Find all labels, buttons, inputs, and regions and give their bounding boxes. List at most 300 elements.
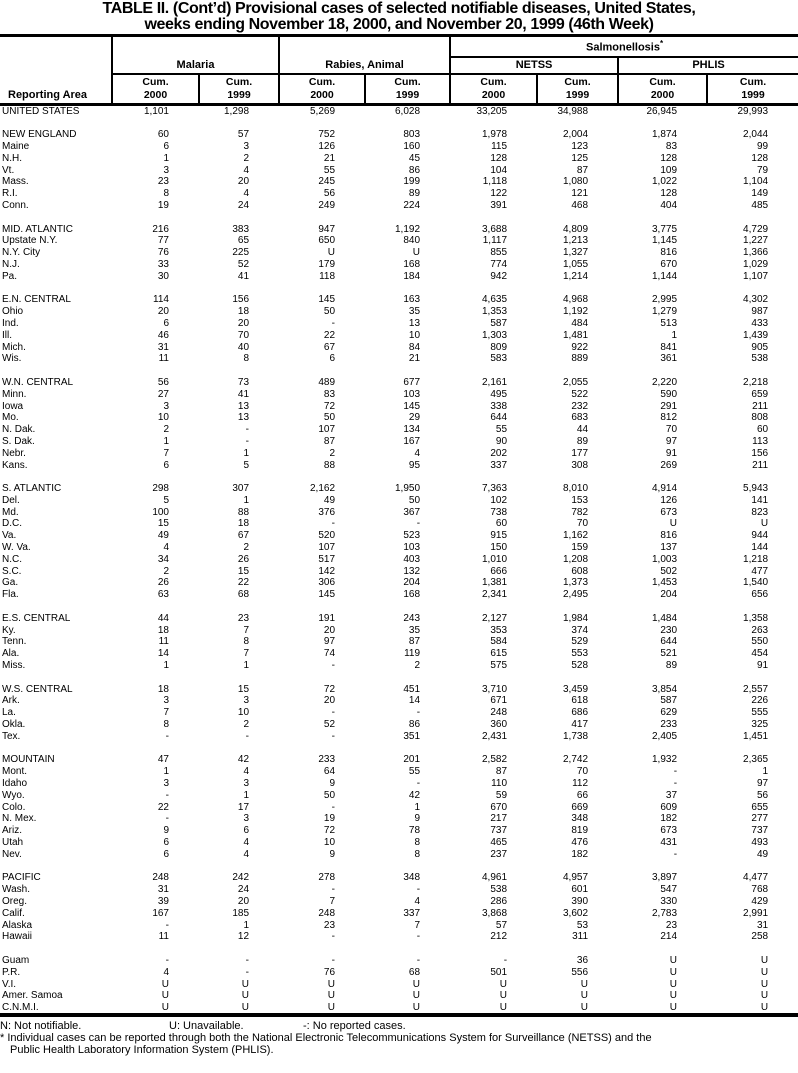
footnote-asterisk-line2: Public Health Laboratory Information System (PHLIS). [10, 1043, 274, 1056]
value-cell: 1,192 [395, 223, 421, 235]
page-title-line1: TABLE II. (Cont’d) Provisional cases of selected notifiable diseases, United States, [102, 0, 696, 17]
value-cell: 3 [243, 813, 250, 825]
value-cell: 4 [243, 164, 250, 176]
table-row [0, 223, 798, 235]
value-cell: 656 [751, 589, 769, 601]
value-cell: 4,809 [563, 223, 589, 235]
value-cell: 291 [660, 400, 678, 412]
value-cell: 1,107 [743, 270, 769, 282]
section-spacer [0, 117, 798, 129]
value-cell: 1 [243, 660, 250, 672]
value-cell: 225 [232, 247, 250, 259]
value-cell: 1,144 [652, 270, 678, 282]
value-cell: 72 [323, 400, 336, 412]
table-row [0, 495, 798, 507]
value-cell: 72 [323, 683, 336, 695]
value-cell: 841 [660, 341, 678, 353]
value-cell: 24 [237, 199, 250, 211]
value-cell: 1,104 [743, 176, 769, 188]
value-cell: 88 [323, 459, 336, 471]
table-row [0, 188, 798, 200]
value-cell: 11 [158, 931, 169, 943]
value-cell: 50 [323, 306, 336, 318]
value-cell: 142 [318, 565, 336, 577]
value-cell: 1,101 [143, 106, 169, 117]
value-cell: 1,874 [652, 129, 678, 141]
value-cell: 1,162 [563, 530, 589, 542]
table-row [0, 270, 798, 282]
table-row [0, 648, 798, 660]
value-cell: 2,220 [652, 376, 678, 388]
value-cell: 36 [576, 954, 589, 966]
value-cell: - [416, 954, 421, 966]
value-cell: 63 [157, 589, 169, 601]
reporting-area-cell: UNITED STATES [2, 106, 80, 117]
value-cell: 112 [572, 778, 589, 790]
footnotes [0, 1020, 798, 1056]
value-cell: 95 [408, 459, 421, 471]
value-cell: 1,439 [743, 329, 769, 341]
reporting-area-cell: Iowa [2, 400, 24, 412]
value-cell: 128 [660, 152, 678, 164]
table-row [0, 152, 798, 164]
value-cell: 67 [237, 530, 250, 542]
value-cell: 2,991 [743, 907, 769, 919]
value-cell: 2,161 [482, 376, 508, 388]
table-row [0, 813, 798, 825]
section-spacer [0, 671, 798, 683]
value-cell: 2,495 [563, 589, 589, 601]
value-cell: 1,950 [395, 483, 421, 495]
value-cell: U [327, 1001, 336, 1013]
value-cell: 7 [163, 447, 169, 459]
value-cell: - [416, 518, 421, 530]
value-cell: 46 [157, 329, 169, 341]
table-row [0, 424, 798, 436]
value-cell: 35 [408, 306, 421, 318]
value-cell: 1,381 [482, 577, 508, 589]
value-cell: 128 [660, 188, 678, 200]
value-cell: 4 [414, 447, 421, 459]
reporting-area-cell: Minn. [2, 388, 27, 400]
value-cell: 1,055 [563, 258, 589, 270]
value-cell: - [331, 730, 336, 742]
value-cell: 177 [571, 447, 589, 459]
table-row [0, 447, 798, 459]
value-cell: - [245, 954, 250, 966]
value-cell: 40 [237, 341, 250, 353]
value-cell: 204 [403, 577, 421, 589]
value-cell: 57 [495, 919, 508, 931]
value-cell: 6 [329, 353, 336, 365]
value-cell: 103 [403, 388, 421, 400]
value-cell: U [580, 978, 589, 990]
value-cell: 160 [403, 140, 421, 152]
reporting-area-cell: Ala. [2, 648, 20, 660]
section-spacer [0, 211, 798, 223]
value-cell: 1,366 [743, 247, 769, 259]
value-cell: - [416, 707, 421, 719]
table-row [0, 907, 798, 919]
section-spacer [0, 943, 798, 955]
value-cell: 752 [318, 129, 336, 141]
value-cell: 330 [660, 895, 678, 907]
value-cell: 97 [665, 435, 678, 447]
value-cell: 538 [490, 884, 508, 896]
value-cell: 53 [576, 919, 589, 931]
value-cell: U [760, 966, 769, 978]
value-cell: 156 [232, 294, 250, 306]
value-cell: 3 [163, 778, 169, 790]
value-cell: 87 [576, 164, 589, 176]
table-row [0, 235, 798, 247]
value-cell: 52 [323, 719, 336, 731]
value-cell: 1 [671, 329, 678, 341]
value-cell: 11 [158, 636, 169, 648]
value-cell: 77 [157, 235, 169, 247]
value-cell: 45 [408, 152, 421, 164]
value-cell: 2,405 [652, 730, 678, 742]
value-cell: 686 [571, 707, 589, 719]
table-row [0, 919, 798, 931]
column-header-netss-cum-1999: Cum. 1999 [537, 74, 618, 105]
value-cell: 22 [323, 329, 336, 341]
column-header-malaria-cum-1999: Cum. 1999 [199, 74, 279, 105]
value-cell: 768 [751, 884, 769, 896]
value-cell: 13 [237, 400, 250, 412]
value-cell: 538 [751, 353, 769, 365]
section-spacer [0, 282, 798, 294]
value-cell: 307 [232, 483, 250, 495]
value-cell: 202 [490, 447, 508, 459]
value-cell: 248 [490, 707, 508, 719]
value-cell: 76 [323, 966, 336, 978]
value-cell: U [161, 990, 169, 1002]
value-cell: 233 [318, 754, 336, 766]
value-cell: 1,118 [482, 176, 508, 188]
table-row [0, 789, 798, 801]
value-cell: 493 [751, 837, 769, 848]
value-cell: U [499, 990, 508, 1002]
column-header-malaria-cum-2000: Cum. 2000 [112, 74, 199, 105]
value-cell: 49 [756, 848, 769, 860]
value-cell: 485 [751, 199, 769, 211]
value-cell: 107 [318, 424, 336, 436]
value-cell: U [669, 518, 678, 530]
value-cell: 1 [414, 801, 421, 813]
value-cell: - [245, 966, 250, 978]
value-cell: 2,582 [482, 754, 508, 766]
value-cell: 99 [756, 140, 769, 152]
value-cell: 1,484 [652, 612, 678, 624]
value-cell: 18 [237, 518, 250, 530]
value-cell: 73 [237, 376, 250, 388]
value-cell: 3 [243, 695, 250, 707]
value-cell: 100 [152, 506, 169, 518]
value-cell: 89 [576, 435, 589, 447]
value-cell: 4 [414, 895, 421, 907]
value-cell: 22 [237, 577, 250, 589]
value-cell: 128 [751, 152, 769, 164]
value-cell: 737 [751, 825, 769, 837]
value-cell: U [161, 978, 169, 990]
table-row [0, 1002, 798, 1015]
value-cell: 168 [403, 258, 421, 270]
value-cell: 2 [163, 565, 169, 577]
value-cell: 50 [323, 789, 336, 801]
value-cell: 41 [237, 270, 250, 282]
value-cell: 555 [751, 707, 769, 719]
value-cell: 145 [318, 589, 336, 601]
value-cell: 26 [237, 553, 250, 565]
table-row [0, 931, 798, 943]
value-cell: - [416, 931, 421, 943]
column-header-phlis-cum-1999: Cum. 1999 [707, 74, 798, 105]
value-cell: 23 [237, 612, 250, 624]
table-row [0, 612, 798, 624]
value-cell: 137 [660, 542, 678, 554]
value-cell: 211 [752, 400, 769, 412]
value-cell: 522 [571, 388, 589, 400]
value-cell: 23 [323, 919, 336, 931]
value-cell: 1,303 [482, 329, 508, 341]
value-cell: 9 [329, 848, 336, 860]
table-row [0, 707, 798, 719]
reporting-area-cell: Miss. [2, 660, 26, 672]
value-cell: 70 [576, 518, 589, 530]
value-cell: 278 [318, 872, 336, 884]
value-cell: 583 [490, 353, 508, 365]
value-cell: 390 [571, 895, 589, 907]
reporting-area-cell: V.I. [2, 978, 17, 990]
value-cell: U [327, 990, 336, 1002]
value-cell: 644 [660, 636, 678, 648]
reporting-area-cell: La. [2, 707, 16, 719]
value-cell: 816 [660, 247, 678, 259]
value-cell: U [760, 518, 769, 530]
value-cell: 118 [319, 270, 336, 282]
value-cell: 91 [665, 447, 678, 459]
reporting-area-cell: Guam [2, 954, 30, 966]
value-cell: 10 [323, 837, 336, 848]
value-cell: U [669, 1001, 678, 1013]
value-cell: U [760, 990, 769, 1002]
value-cell: 1 [243, 919, 250, 931]
value-cell: 738 [490, 506, 508, 518]
value-cell: - [331, 660, 336, 672]
value-cell: 4,957 [563, 872, 589, 884]
value-cell: 23 [157, 176, 169, 188]
value-cell: U [241, 978, 250, 990]
value-cell: 109 [660, 164, 678, 176]
value-cell: 248 [318, 907, 336, 919]
value-cell: 417 [571, 719, 589, 731]
value-cell: 122 [490, 188, 508, 200]
value-cell: 782 [571, 506, 589, 518]
value-cell: 338 [490, 400, 508, 412]
salmonellosis-label: Salmonellosis [586, 41, 660, 54]
reporting-area-cell: Alaska [2, 919, 33, 931]
value-cell: 915 [490, 530, 508, 542]
value-cell: 230 [660, 624, 678, 636]
value-cell: U [499, 1001, 508, 1013]
value-cell: 404 [660, 199, 678, 211]
value-cell: - [673, 778, 678, 790]
value-cell: - [165, 789, 169, 801]
value-cell: 67 [323, 341, 336, 353]
value-cell: 403 [403, 553, 421, 565]
table-row [0, 377, 798, 389]
value-cell: 1 [163, 766, 169, 778]
value-cell: 59 [495, 789, 508, 801]
table-row [0, 695, 798, 707]
reporting-area-cell: MID. ATLANTIC [2, 223, 73, 235]
value-cell: 3 [243, 778, 250, 790]
value-cell: 1,029 [743, 258, 769, 270]
value-cell: 1,978 [482, 129, 508, 141]
table-row [0, 589, 798, 601]
value-cell: - [331, 954, 336, 966]
table-row [0, 801, 798, 813]
table-row [0, 966, 798, 978]
value-cell: 944 [751, 530, 769, 542]
table-row [0, 506, 798, 518]
value-cell: 2 [329, 447, 336, 459]
value-cell: 3 [163, 164, 169, 176]
value-cell: 20 [237, 176, 250, 188]
value-cell: 468 [571, 199, 589, 211]
value-cell: 523 [403, 530, 421, 542]
section-spacer [0, 742, 798, 754]
value-cell: 47 [157, 754, 169, 766]
value-cell: 502 [660, 565, 678, 577]
value-cell: 942 [490, 270, 508, 282]
value-cell: 68 [408, 966, 421, 978]
value-cell: 587 [490, 317, 508, 329]
value-cell: 2,218 [743, 376, 769, 388]
table-row [0, 329, 798, 341]
value-cell: 360 [490, 719, 508, 731]
notifiable-diseases-table [0, 34, 798, 1017]
value-cell: 11 [158, 353, 169, 365]
table-row [0, 624, 798, 636]
value-cell: U [669, 954, 678, 966]
table-body [0, 105, 798, 1015]
value-cell: 1,540 [743, 577, 769, 589]
value-cell: 374 [571, 624, 589, 636]
value-cell: 629 [660, 707, 678, 719]
value-cell: 337 [403, 907, 421, 919]
reporting-area-cell: Amer. Samoa [2, 990, 63, 1002]
value-cell: 201 [403, 754, 421, 766]
value-cell: 4 [243, 837, 250, 848]
value-cell: 2 [243, 719, 250, 731]
value-cell: - [331, 884, 336, 896]
table-row [0, 294, 798, 306]
value-cell: 590 [660, 388, 678, 400]
value-cell: 149 [751, 188, 769, 200]
value-cell: 650 [318, 235, 336, 247]
reporting-area-cell: N.Y. City [2, 247, 41, 259]
value-cell: 584 [490, 636, 508, 648]
value-cell: 1,373 [563, 577, 589, 589]
table-row [0, 778, 798, 790]
value-cell: 87 [408, 636, 421, 648]
reporting-area-cell: Ohio [2, 306, 24, 318]
table-row [0, 730, 798, 742]
value-cell: - [416, 884, 421, 896]
value-cell: 3,602 [563, 907, 589, 919]
column-header-rabies-cum-1999: Cum. 1999 [365, 74, 450, 105]
value-cell: 337 [490, 459, 508, 471]
value-cell: 655 [751, 801, 769, 813]
value-cell: 60 [756, 424, 769, 436]
value-cell: 115 [491, 140, 508, 152]
value-cell: 6 [163, 459, 169, 471]
value-cell: 107 [318, 542, 336, 554]
table-row [0, 164, 798, 176]
value-cell: 21 [408, 353, 421, 365]
footnote-asterisk-note [0, 1032, 798, 1056]
value-cell: 361 [660, 353, 678, 365]
value-cell: 35 [408, 624, 421, 636]
value-cell: 5,269 [309, 106, 336, 117]
table-row [0, 565, 798, 577]
value-cell: 433 [751, 317, 769, 329]
value-cell: 670 [490, 801, 508, 813]
reporting-area-cell: Mont. [2, 766, 28, 778]
value-cell: 226 [751, 695, 769, 707]
reporting-area-cell: Kans. [2, 459, 28, 471]
value-cell: 3,459 [563, 683, 589, 695]
value-cell: 214 [660, 931, 678, 943]
value-cell: - [165, 954, 169, 966]
value-cell: 1,214 [563, 270, 589, 282]
value-cell: 2,431 [482, 730, 508, 742]
value-cell: 451 [403, 683, 421, 695]
value-cell: U [327, 978, 336, 990]
footnote-not-notifiable: N: Not notifiable. [0, 1019, 82, 1032]
value-cell: 65 [237, 235, 250, 247]
value-cell: 1,003 [652, 553, 678, 565]
value-cell: - [331, 931, 336, 943]
value-cell: 42 [237, 754, 250, 766]
value-cell: 20 [323, 695, 336, 707]
value-cell: 3,775 [652, 223, 678, 235]
value-cell: - [673, 766, 678, 778]
value-cell: 644 [490, 412, 508, 424]
page-title-line2: weeks ending November 18, 2000, and November 20, 1999 (46th Week) [144, 15, 654, 33]
reporting-area-cell: N.C. [2, 553, 22, 565]
value-cell: 608 [571, 565, 589, 577]
value-cell: 29 [408, 412, 421, 424]
value-cell: 49 [323, 494, 336, 506]
reporting-area-cell: Maine [2, 140, 30, 152]
value-cell: 10 [157, 412, 169, 424]
value-cell: 4 [243, 766, 250, 778]
value-cell: 529 [571, 636, 589, 648]
value-cell: 2,055 [563, 376, 589, 388]
value-cell: 669 [571, 801, 589, 813]
value-cell: 3,897 [652, 872, 678, 884]
value-cell: 184 [403, 270, 421, 282]
value-cell: 126 [318, 140, 336, 152]
value-cell: 2,341 [482, 589, 508, 601]
value-cell: - [165, 730, 169, 742]
reporting-area-cell: W.N. CENTRAL [2, 376, 74, 388]
value-cell: 7 [329, 895, 336, 907]
value-cell: 167 [152, 907, 169, 919]
